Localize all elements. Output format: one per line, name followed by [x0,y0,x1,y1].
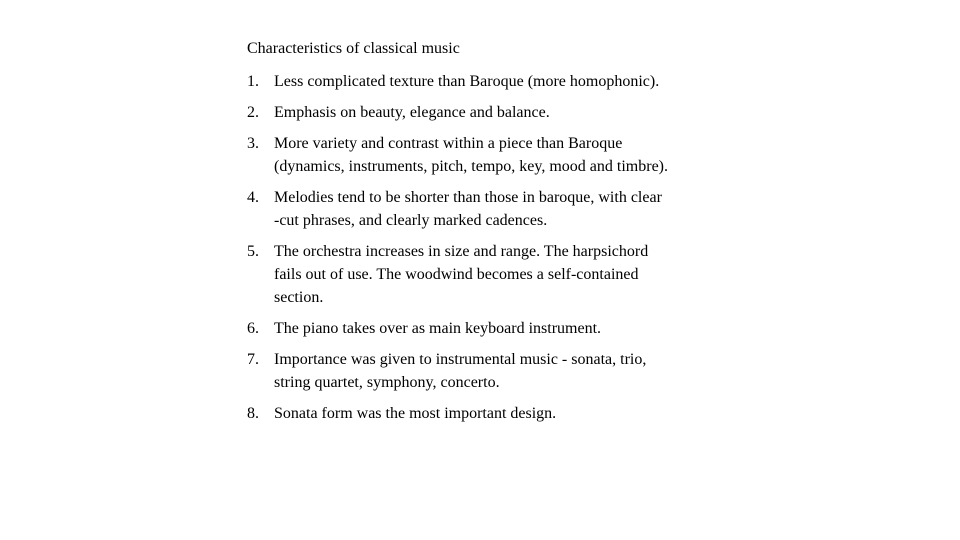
list-item-line: (dynamics, instruments, pitch, tempo, key, mood and timbre). [274,158,668,175]
list-item-number: 7. [247,351,259,368]
list-item [247,70,747,93]
list-item-line: -cut phrases, and clearly marked cadences. [274,212,548,229]
list-item [247,186,747,232]
page-title: Characteristics of classical music [247,40,460,57]
list-item-text [274,317,747,340]
list-item-number: 6. [247,320,259,337]
list-item-text [274,240,747,309]
list-item-line: More variety and contrast within a piece than Baroque [274,135,623,152]
list-item-text [274,348,747,394]
list-item-number: 2. [247,104,259,121]
list-item-number: 3. [247,135,259,152]
list-item-line: The piano takes over as main keyboard instrument. [274,320,602,337]
list-item-line: section. [274,289,324,306]
list-item-line: string quartet, symphony, concerto. [274,374,500,391]
list-item-number: 4. [247,189,259,206]
list-item-number: 8. [247,405,259,422]
list-item-number: 1. [247,73,259,90]
list-item-line: Emphasis on beauty, elegance and balance. [274,104,550,121]
list-item-line: Sonata form was the most important design. [274,405,557,422]
list-item-text [274,402,747,425]
list-item-number: 5. [247,243,259,260]
list-item-text [274,70,747,93]
numbered-list [247,70,747,425]
list-item [247,101,747,124]
document-content [247,39,747,433]
list-item-text [274,132,747,178]
list-item-line: Importance was given to instrumental music - sonata, trio, [274,351,647,368]
list-item [247,132,747,178]
list-item [247,348,747,394]
list-item [247,402,747,425]
list-item-line: Less complicated texture than Baroque (more homophonic). [274,73,660,90]
list-item-text [274,186,747,232]
list-item [247,240,747,309]
list-item-line: Melodies tend to be shorter than those in baroque, with clear [274,189,662,206]
list-item [247,317,747,340]
list-item-text [274,101,747,124]
list-item-line: The orchestra increases in size and range. The harpsichord [274,243,649,260]
list-item-line: fails out of use. The woodwind becomes a self-contained [274,266,639,283]
